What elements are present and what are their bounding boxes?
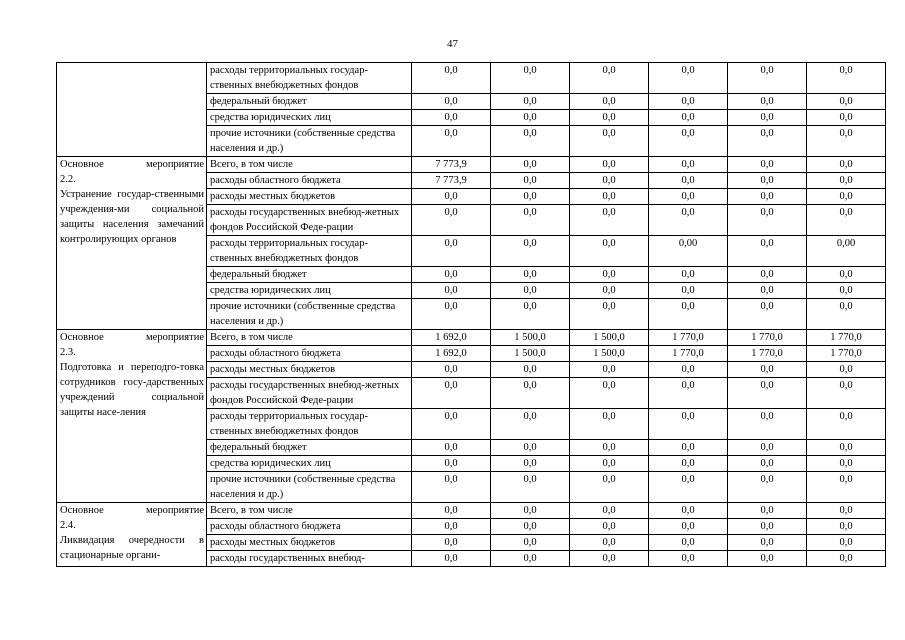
- value-cell: 0,0: [491, 94, 570, 110]
- funding-source: расходы местных бюджетов: [207, 189, 412, 205]
- activity-title: Устранение государ-ственными учреждения-ми социальной защиты населения замечаний контролирующих органов: [60, 189, 204, 245]
- value-cell: 0,0: [728, 283, 807, 299]
- funding-source: расходы территориальных государ-ственных внебюджетных фондов: [207, 236, 412, 267]
- value-cell: 1 692,0: [412, 330, 491, 346]
- value-cell: 1 500,0: [491, 346, 570, 362]
- value-cell: 0,0: [412, 283, 491, 299]
- budget-table: [56, 62, 886, 567]
- value-cell: 0,0: [570, 409, 649, 440]
- value-cell: 0,0: [570, 205, 649, 236]
- value-cell: 1 692,0: [412, 346, 491, 362]
- value-cell: 0,0: [491, 362, 570, 378]
- activity-header: Основное мероприятие: [60, 505, 204, 516]
- value-cell: 1 770,0: [807, 346, 886, 362]
- value-cell: 0,0: [728, 267, 807, 283]
- value-cell: 1 770,0: [728, 346, 807, 362]
- value-cell: 0,0: [570, 299, 649, 330]
- value-cell: 0,0: [807, 535, 886, 551]
- value-cell: 0,0: [807, 173, 886, 189]
- value-cell: 0,0: [807, 440, 886, 456]
- value-cell: 0,0: [649, 440, 728, 456]
- page-number: 47: [447, 38, 458, 50]
- value-cell: 0,0: [807, 551, 886, 567]
- activity-cell: [57, 330, 207, 503]
- value-cell: 0,0: [728, 157, 807, 173]
- value-cell: 0,0: [807, 503, 886, 519]
- value-cell: 0,0: [412, 362, 491, 378]
- value-cell: 0,0: [412, 378, 491, 409]
- value-cell: 0,0: [728, 299, 807, 330]
- activity-title: Ликвидация очередности в стационарные органи-: [60, 535, 204, 561]
- funding-source: Всего, в том числе: [207, 503, 412, 519]
- value-cell: 0,0: [807, 205, 886, 236]
- value-cell: 0,0: [728, 503, 807, 519]
- value-cell: 0,0: [412, 456, 491, 472]
- value-cell: 1 500,0: [570, 330, 649, 346]
- value-cell: 0,0: [570, 362, 649, 378]
- value-cell: 0,0: [807, 94, 886, 110]
- value-cell: 0,0: [649, 503, 728, 519]
- value-cell: 0,0: [570, 456, 649, 472]
- funding-source: расходы областного бюджета: [207, 173, 412, 189]
- value-cell: 0,0: [412, 472, 491, 503]
- funding-source: расходы территориальных государ-ственных внебюджетных фондов: [207, 409, 412, 440]
- value-cell: 0,0: [491, 440, 570, 456]
- value-cell: 0,0: [491, 535, 570, 551]
- value-cell: 0,0: [649, 283, 728, 299]
- value-cell: 0,0: [649, 173, 728, 189]
- value-cell: 0,0: [728, 236, 807, 267]
- funding-source: средства юридических лиц: [207, 283, 412, 299]
- value-cell: 0,0: [491, 519, 570, 535]
- value-cell: 0,0: [491, 267, 570, 283]
- value-cell: 0,0: [728, 409, 807, 440]
- activity-cell: [57, 157, 207, 330]
- activity-number: 2.3.: [60, 347, 76, 358]
- value-cell: 0,0: [570, 519, 649, 535]
- value-cell: 0,0: [807, 110, 886, 126]
- value-cell: 0,0: [491, 299, 570, 330]
- value-cell: 0,0: [728, 205, 807, 236]
- funding-source: расходы государственных внебюд-: [207, 551, 412, 567]
- value-cell: 0,0: [649, 456, 728, 472]
- value-cell: 0,0: [491, 472, 570, 503]
- funding-source: федеральный бюджет: [207, 94, 412, 110]
- value-cell: 0,0: [570, 189, 649, 205]
- value-cell: 0,0: [412, 205, 491, 236]
- value-cell: 0,0: [570, 267, 649, 283]
- value-cell: 0,00: [807, 236, 886, 267]
- funding-source: средства юридических лиц: [207, 456, 412, 472]
- funding-source: прочие источники (собственные средства населения и др.): [207, 299, 412, 330]
- value-cell: 0,0: [570, 157, 649, 173]
- value-cell: 0,0: [570, 126, 649, 157]
- value-cell: 0,0: [491, 63, 570, 94]
- value-cell: 0,0: [728, 189, 807, 205]
- value-cell: 0,0: [491, 503, 570, 519]
- value-cell: 0,0: [807, 519, 886, 535]
- value-cell: 0,0: [491, 189, 570, 205]
- value-cell: 0,0: [570, 63, 649, 94]
- value-cell: 0,0: [807, 409, 886, 440]
- funding-source: расходы местных бюджетов: [207, 362, 412, 378]
- value-cell: 0,0: [649, 551, 728, 567]
- value-cell: 0,0: [649, 157, 728, 173]
- activity-header: Основное мероприятие: [60, 159, 204, 170]
- value-cell: 0,0: [491, 456, 570, 472]
- activity-title: Подготовка и переподго-товка сотрудников госу-дарственных учреждений социальной защиты насе-ления: [60, 362, 204, 418]
- value-cell: 0,0: [491, 551, 570, 567]
- value-cell: 0,0: [649, 299, 728, 330]
- value-cell: 0,0: [649, 126, 728, 157]
- value-cell: 0,0: [807, 63, 886, 94]
- value-cell: 0,0: [570, 440, 649, 456]
- value-cell: 0,00: [649, 236, 728, 267]
- activity-cell: [57, 63, 207, 157]
- funding-source: средства юридических лиц: [207, 110, 412, 126]
- funding-source: прочие источники (собственные средства населения и др.): [207, 126, 412, 157]
- activity-number: 2.2.: [60, 174, 76, 185]
- value-cell: 0,0: [570, 503, 649, 519]
- value-cell: 1 770,0: [728, 330, 807, 346]
- table-row: [57, 503, 886, 519]
- value-cell: 1 500,0: [491, 330, 570, 346]
- value-cell: 7 773,9: [412, 173, 491, 189]
- value-cell: 0,0: [412, 503, 491, 519]
- value-cell: 0,0: [728, 378, 807, 409]
- value-cell: 0,0: [728, 440, 807, 456]
- value-cell: 0,0: [807, 126, 886, 157]
- value-cell: 0,0: [807, 189, 886, 205]
- value-cell: 0,0: [728, 519, 807, 535]
- value-cell: 0,0: [570, 283, 649, 299]
- value-cell: 0,0: [807, 299, 886, 330]
- value-cell: 0,0: [491, 126, 570, 157]
- value-cell: 0,0: [807, 283, 886, 299]
- value-cell: 0,0: [649, 94, 728, 110]
- value-cell: 0,0: [491, 110, 570, 126]
- value-cell: 0,0: [570, 94, 649, 110]
- funding-source: расходы областного бюджета: [207, 519, 412, 535]
- funding-source: расходы государственных внебюд-жетных фондов Российской Феде-рации: [207, 205, 412, 236]
- value-cell: 0,0: [807, 378, 886, 409]
- value-cell: 0,0: [728, 63, 807, 94]
- value-cell: 0,0: [649, 63, 728, 94]
- value-cell: 0,0: [728, 535, 807, 551]
- value-cell: 0,0: [412, 519, 491, 535]
- value-cell: 0,0: [728, 456, 807, 472]
- value-cell: 0,0: [649, 535, 728, 551]
- funding-source: прочие источники (собственные средства населения и др.): [207, 472, 412, 503]
- funding-source: расходы областного бюджета: [207, 346, 412, 362]
- value-cell: 0,0: [412, 94, 491, 110]
- value-cell: 0,0: [570, 236, 649, 267]
- value-cell: 0,0: [412, 535, 491, 551]
- value-cell: 1 500,0: [570, 346, 649, 362]
- value-cell: 0,0: [570, 378, 649, 409]
- value-cell: 7 773,9: [412, 157, 491, 173]
- value-cell: 0,0: [412, 440, 491, 456]
- value-cell: 0,0: [412, 63, 491, 94]
- value-cell: 1 770,0: [807, 330, 886, 346]
- funding-source: расходы государственных внебюд-жетных фондов Российской Феде-рации: [207, 378, 412, 409]
- value-cell: 0,0: [412, 126, 491, 157]
- value-cell: 0,0: [649, 205, 728, 236]
- table-row: [57, 330, 886, 346]
- value-cell: 0,0: [728, 94, 807, 110]
- value-cell: 0,0: [649, 267, 728, 283]
- value-cell: 0,0: [570, 551, 649, 567]
- value-cell: 0,0: [491, 409, 570, 440]
- value-cell: 0,0: [491, 157, 570, 173]
- value-cell: 1 770,0: [649, 346, 728, 362]
- activity-cell: [57, 503, 207, 567]
- value-cell: 0,0: [807, 157, 886, 173]
- funding-source: Всего, в том числе: [207, 157, 412, 173]
- funding-source: федеральный бюджет: [207, 267, 412, 283]
- value-cell: 0,0: [728, 551, 807, 567]
- value-cell: 0,0: [412, 267, 491, 283]
- value-cell: 1 770,0: [649, 330, 728, 346]
- table-row: [57, 63, 886, 94]
- value-cell: 0,0: [649, 189, 728, 205]
- value-cell: 0,0: [807, 267, 886, 283]
- value-cell: 0,0: [491, 205, 570, 236]
- value-cell: 0,0: [728, 110, 807, 126]
- value-cell: 0,0: [649, 519, 728, 535]
- value-cell: 0,0: [570, 110, 649, 126]
- table-body: [57, 63, 886, 567]
- activity-number: 2.4.: [60, 520, 76, 531]
- value-cell: 0,0: [412, 299, 491, 330]
- value-cell: 0,0: [649, 110, 728, 126]
- value-cell: 0,0: [728, 126, 807, 157]
- value-cell: 0,0: [649, 362, 728, 378]
- funding-source: расходы местных бюджетов: [207, 535, 412, 551]
- value-cell: 0,0: [412, 189, 491, 205]
- funding-source: федеральный бюджет: [207, 440, 412, 456]
- value-cell: 0,0: [491, 283, 570, 299]
- value-cell: 0,0: [412, 551, 491, 567]
- value-cell: 0,0: [570, 173, 649, 189]
- value-cell: 0,0: [807, 362, 886, 378]
- activity-header: Основное мероприятие: [60, 332, 204, 343]
- value-cell: 0,0: [649, 409, 728, 440]
- funding-source: расходы территориальных государ-ственных внебюджетных фондов: [207, 63, 412, 94]
- value-cell: 0,0: [570, 535, 649, 551]
- value-cell: 0,0: [649, 378, 728, 409]
- value-cell: 0,0: [570, 472, 649, 503]
- value-cell: 0,0: [807, 472, 886, 503]
- value-cell: 0,0: [491, 378, 570, 409]
- value-cell: 0,0: [728, 362, 807, 378]
- funding-source: Всего, в том числе: [207, 330, 412, 346]
- value-cell: 0,0: [728, 173, 807, 189]
- value-cell: 0,0: [412, 409, 491, 440]
- value-cell: 0,0: [412, 110, 491, 126]
- value-cell: 0,0: [807, 456, 886, 472]
- value-cell: 0,0: [649, 472, 728, 503]
- value-cell: 0,0: [491, 173, 570, 189]
- value-cell: 0,0: [728, 472, 807, 503]
- value-cell: 0,0: [491, 236, 570, 267]
- value-cell: 0,0: [412, 236, 491, 267]
- table-row: [57, 157, 886, 173]
